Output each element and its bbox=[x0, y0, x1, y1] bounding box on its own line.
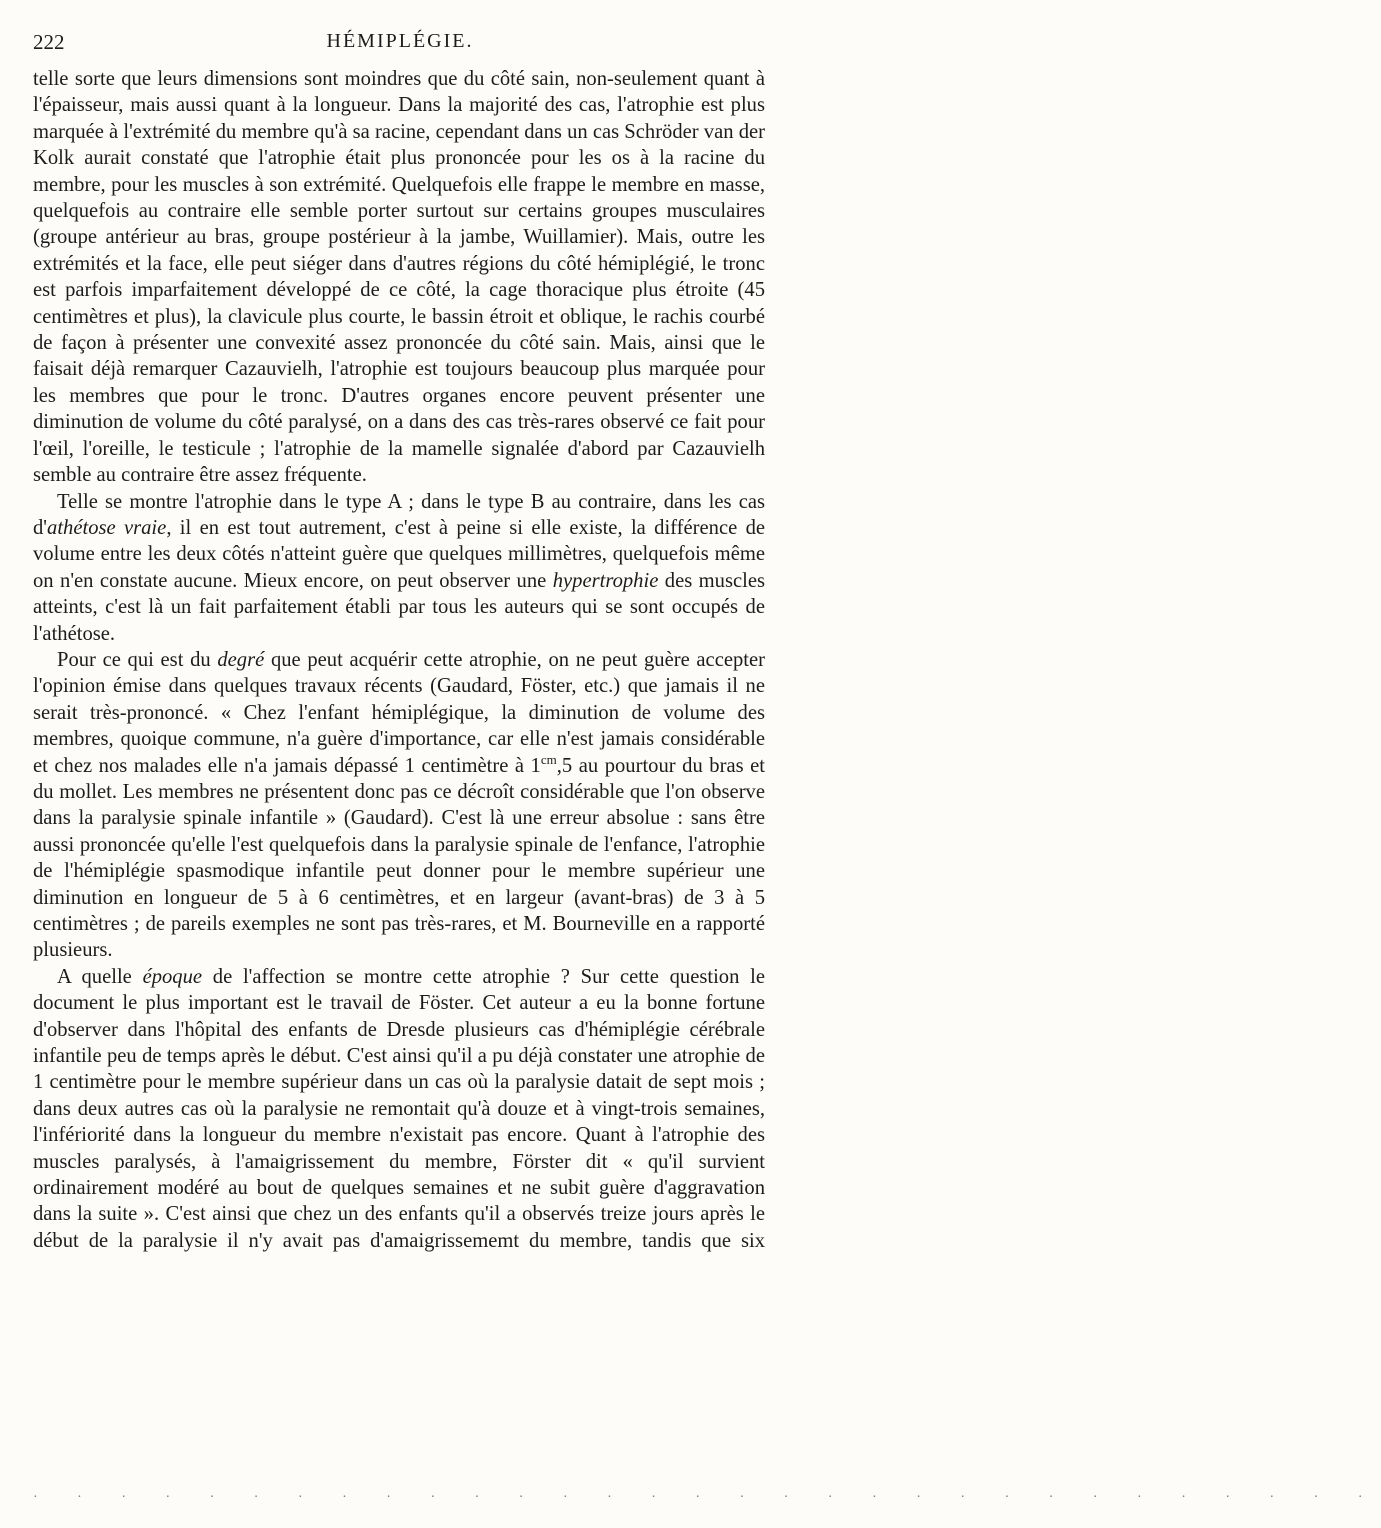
paragraph-2-text-c: des muscles atteints, c'est là un fait parfaitement établi par tous les auteurs qui se sont occupés de l'athétose. bbox=[33, 569, 765, 645]
paragraph-2-italic-athetose: athétose vraie bbox=[47, 516, 167, 539]
page-header bbox=[33, 30, 767, 62]
paragraph-4 bbox=[33, 964, 765, 1254]
paragraph-3-text-c: ,5 au pourtour du bras et du mollet. Les membres ne présentent donc pas ce décroît considérable que l'on observe dans la paralysie spinale infantile » (Gaudard). C'est là une erreur absolue : sans être aussi prononcée qu'elle l'est quelquefois dans la paralysie spinale de l'enfance, l'atrophie de l'hémiplégie spasmodique infantile peut donner pour le membre supérieur une diminution en longueur de 5 à 6 centimètres, et en largeur (avant-bras) de 3 à 5 centimètres ; de pareils exemples ne sont pas très-rares, et M. Bourneville en a rapporté plusieurs. bbox=[33, 754, 765, 962]
paragraph-4-italic-epoque: époque bbox=[142, 965, 203, 988]
paragraph-4-text-a: A quelle bbox=[57, 965, 143, 988]
running-title: HÉMIPLÉGIE. bbox=[326, 30, 474, 52]
paragraph-3-text-a: Pour ce qui est du bbox=[57, 648, 218, 671]
paragraph-2-italic-hypertrophie: hypertrophie bbox=[552, 569, 659, 592]
paragraph-4-text-b: de l'affection se montre cette atrophie ? Sur cette question le document le plus important est le travail de Föster. Cet auteur a eu la bonne fortune d'observer dans l'hôpital des enfants de Dresde plusieurs cas d'hémiplégie cérébrale infantile peu de temps après le début. C'est ainsi qu'il a pu déjà constater une atrophie de 1 centimètre pour le membre supérieur dans un cas où la paralysie datait de sept mois ; dans deux autres cas où la paralysie ne remontait qu'à douze et à vingt-trois semaines, l'infériorité dans la longueur du membre n'existait pas encore. Quant à l'atrophie des muscles paralysés, à l'amaigrissement du membre, Förster dit « qu'il survient ordinairement modéré au bout de quelques semaines et ne subit guère d'aggravation dans la suite ». C'est ainsi que chez un des enfants qu'il a observés treize jours après le début de la paralysie il n'y avait pas d'amaigrissememt du membre, tandis que six bbox=[33, 965, 766, 1252]
paragraph-2 bbox=[33, 489, 765, 647]
paragraph-2-text-b: , il en est tout autrement, c'est à peine si elle existe, la différence de volume entre les deux côtés n'atteint guère que quelques millimètres, quelquefois même on n'en constate aucune. Mieux encore, on peut observer une bbox=[33, 516, 766, 592]
paragraph-1: telle sorte que leurs dimensions sont moindres que du côté sain, non-seulement quant à l'épaisseur, mais aussi quant à la longueur. Dans la majorité des cas, l'atrophie est plus marquée à l'extrémité du membre qu'à sa racine, cependant dans un cas Schröder van der Kolk aurait constaté que l'atrophie était plus prononcée pour les os à la racine du membre, pour les muscles à son extrémité. Quelquefois elle frappe le membre en masse, quelquefois au contraire elle semble porter surtout sur certains groupes musculaires (groupe antérieur au bras, groupe postérieur à la jambe, Wuillamier). Mais, outre les extrémités et la face, elle peut siéger dans d'autres régions du côté hémiplégié, le tronc est parfois imparfaitement développé de ce côté, la cage thoracique plus étroite (45 centimètres et plus), la clavicule plus courte, le bassin étroit et oblique, le rachis courbé de façon à présenter une convexité assez prononcée du côté sain. Mais, ainsi que le faisait déjà remarquer Cazauvielh, l'atrophie est toujours beaucoup plus marquée pour les membres que pour le tronc. D'autres organes encore peuvent présenter une diminution de volume du côté paralysé, on a dans des cas très-rares observé ce fait pour l'œil, l'oreille, le testicule ; l'atrophie de la mamelle signalée d'abord par Cazauvielh semble au contraire être assez fréquente. bbox=[33, 68, 765, 487]
paragraph-3-italic-degre: degré bbox=[217, 648, 265, 671]
footer-scan-dots: · · · · · · · · · · · · · · · · · · · · · · · · · · · · · · · bbox=[33, 1490, 1381, 1505]
body-text bbox=[33, 66, 765, 1254]
paragraph-3-text-b: que peut acquérir cette atrophie, on ne peut guère accepter l'opinion émise dans quelques travaux récents (Gaudard, Föster, etc.) que jamais il ne serait très-prononcé. « Chez l'enfant hémiplégique, la diminution de volume des membres, quoique commune, n'a guère d'importance, car elle n'est jamais considérable et chez nos malades elle n'a jamais dépassé 1 centimètre à 1 bbox=[33, 648, 765, 777]
paragraph-3 bbox=[33, 647, 765, 964]
paragraph-3-superscript-cm: cm bbox=[540, 751, 557, 767]
page-number: 222 bbox=[33, 30, 65, 54]
paragraph-2-text-a: Telle se montre l'atrophie dans le type A ; dans le type B au contraire, dans les cas d' bbox=[33, 490, 765, 539]
